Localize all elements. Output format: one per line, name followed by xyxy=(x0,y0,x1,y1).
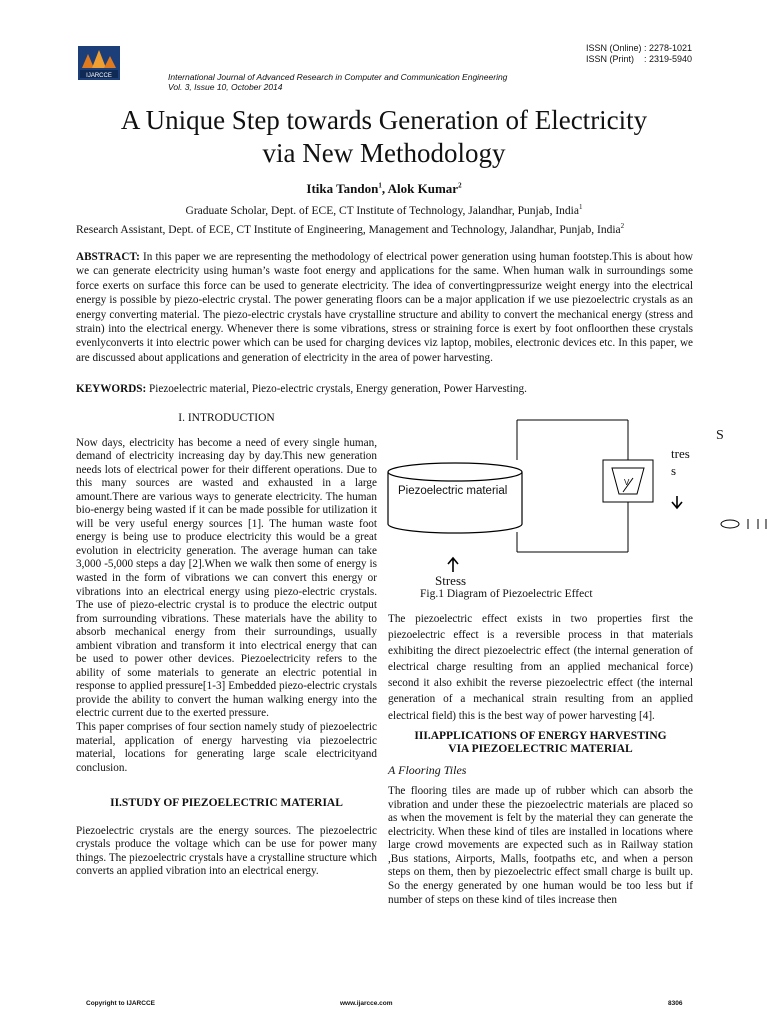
title-line-1: A Unique Step towards Generation of Electricity xyxy=(120,105,648,135)
journal-name: International Journal of Advanced Research in Computer and Communication Engineering xyxy=(168,72,508,82)
logo-text: IJARCCE xyxy=(86,73,112,79)
keywords xyxy=(76,383,693,395)
abstract-label: ABSTRACT: xyxy=(76,251,140,263)
journal-volume: Vol. 3, Issue 10, October 2014 xyxy=(168,82,283,92)
applications-heading xyxy=(388,730,693,756)
author-2: Alok Kumar xyxy=(387,181,459,196)
right-column xyxy=(388,611,693,907)
title-line-2: via New Methodology xyxy=(262,138,506,168)
author-list: Itika Tandon$^1$, Alok Kumar$^2$ xyxy=(306,181,462,196)
stress-right-label-2: s xyxy=(671,463,677,478)
journal-info xyxy=(168,72,507,92)
intro-heading: I. INTRODUCTION xyxy=(178,412,275,424)
abstract xyxy=(76,250,693,365)
study-heading: II.STUDY OF PIEZOELECTRIC MATERIAL xyxy=(110,797,343,810)
affiliation-1-sup: 1 xyxy=(578,203,583,211)
footer-website: www.ijarcce.com xyxy=(340,1000,393,1007)
intro-paragraph-2: This paper comprises of four section namely study of piezoelectric material, application of energy harvesting via piezoelectric material, locations for generating large scale electricityand conclusion. xyxy=(76,721,377,774)
intro-paragraph-1: Now days, electricity has become a need of every single human, demand of electricity increasing day by day.This new generation needs lots of electrical power for their different operations. Due to this many sources are wasted and exhausted in a large amount.There are various ways to generate electricity. The human bio-energy being wasted if it can be made possible for utilization it will be very useful energy sources [1]. The human waste foot energy is being use to produce electricity this would be a great evolution in electricity generation. The average human can take 3,000 -5,000 steps a day [2].When we walk then some of energy is wasted in the form of vibrations we can convert this energy or vibrations into an electrical energy using piezo-electric crystals. The use of piezo-electric crystal is to produce the electric output from surrounding vibrations. These materials have the ability to absorb mechanical energy from their surroundings, usually ambient vibration and transform it into electrical energy that can be used to power other devices. Piezoelectricity refers to the ability of some materials to generate an electric potential in response to applied pressure[1-3] Embedded piezo-electric crystals provide the ability to convert the human walking energy into the electric current due to the exerted pressure. xyxy=(76,436,377,720)
journal-logo xyxy=(78,46,120,80)
applications-heading-line-1: III.APPLICATIONS OF ENERGY HARVESTING xyxy=(414,729,667,742)
author-2-sup: 2 xyxy=(458,181,462,190)
flooring-paragraph: The flooring tiles are made up of rubber which can absorb the vibration and under these the piezoelectric materials are placed so as when the movement is felt by the material they can generate the electricity. When these kind of tiles are installed in locations where large crowd movements are expected such as in Railway station ,Bus stations, Airports, Malls, footpaths etc, and when a person steps on them, then by piezoelectric effect small charge is built up. So the energy generated by one human would be too less but if number of steps on these kind of tiles increase then xyxy=(388,785,693,906)
author-1-sup: 1 xyxy=(378,181,382,190)
applications-heading-line-2: VIA PIEZOELECTRIC MATERIAL xyxy=(448,742,633,755)
footer-page-number: 8306 xyxy=(668,1000,683,1007)
left-column xyxy=(76,412,377,879)
footer-copyright: Copyright to IJARCCE xyxy=(86,1000,155,1007)
keywords-text: Piezoelectric material, Piezo-electric crystals, Energy generation, Power Harvesting. xyxy=(146,383,527,395)
paper-title xyxy=(40,104,728,170)
affiliation-2-sup: 2 xyxy=(620,222,625,230)
issn-block xyxy=(586,43,692,65)
abstract-text: In this paper we are representing the methodology of electrical power generation using human footstep.This is about how we can generate electricity using human’s waste foot energy and applications for the same. When human walk in surroundings some force exerts on surface this force can be used to generate electricity. The idea of convertingpressurize weight energy into the electrical energy is possible by piezo-electric crystal. The power generating floors can be a major application if we use piezoelectric crystals as an energy converting material. The piezo-electric crystals have crystalline structure and ability to convert the mechanical energy (stress and strain) into the electrical energy. Whenever there is some vibrations, stress or straining force is exert by foot onfloorthen these crystals evenlyconverts it into electric power which can be used for charging devices viz laptop, mobiles, electronic devices etc. In this paper, we are discussed about applications and generation of electricity in the area of power harvesting. xyxy=(76,251,693,364)
meter-symbol: V xyxy=(624,478,630,487)
figure-caption: Fig.1 Diagram of Piezoelectric Effect xyxy=(420,588,593,600)
affiliation-2-text: Research Assistant, Dept. of ECE, CT Institute of Engineering, Management and Technology, Jalandhar, Punjab, India xyxy=(76,223,621,236)
piezo-material-label: Piezoelectric material xyxy=(398,485,508,497)
affiliation-2 xyxy=(76,222,696,236)
keywords-label: KEYWORDS: xyxy=(76,383,147,395)
effect-paragraph: The piezoelectric effect exists in two properties first the piezoelectric effect is a reversible process in that materials exhibiting the direct piezoelectric effect (the internal generation of electrical charge resulting from an applied mechanical force) second it also exhibit the reverse piezoelectric effect (the internal generation of a mechanical strain resulting from an applied electrical field) this is the best way of power harvesting [4]. xyxy=(388,613,693,722)
stress-right-label-1: tres xyxy=(671,446,690,461)
affiliation-1-text: Graduate Scholar, Dept. of ECE, CT Institute of Technology, Jalandhar, Punjab, India xyxy=(185,204,579,217)
figure-piezo-diagram xyxy=(380,412,768,592)
stress-right-label-s: S xyxy=(716,428,724,443)
affiliation-1 xyxy=(0,203,768,217)
flooring-subheading: A Flooring Tiles xyxy=(388,762,467,777)
author-1: Itika Tandon xyxy=(306,181,379,196)
stress-label: Stress xyxy=(435,573,467,588)
issn-print: ISSN (Print) : 2319-5940 xyxy=(585,54,692,64)
study-paragraph-1: Piezoelectric crystals are the energy sources. The piezoelectric crystals produce the voltage which can be use for power many things. The piezoelectric crystals have a crystalline structure which converts an applied vibration into an electrical energy. xyxy=(76,824,377,878)
issn-online: ISSN (Online) : 2278-1021 xyxy=(585,43,692,53)
